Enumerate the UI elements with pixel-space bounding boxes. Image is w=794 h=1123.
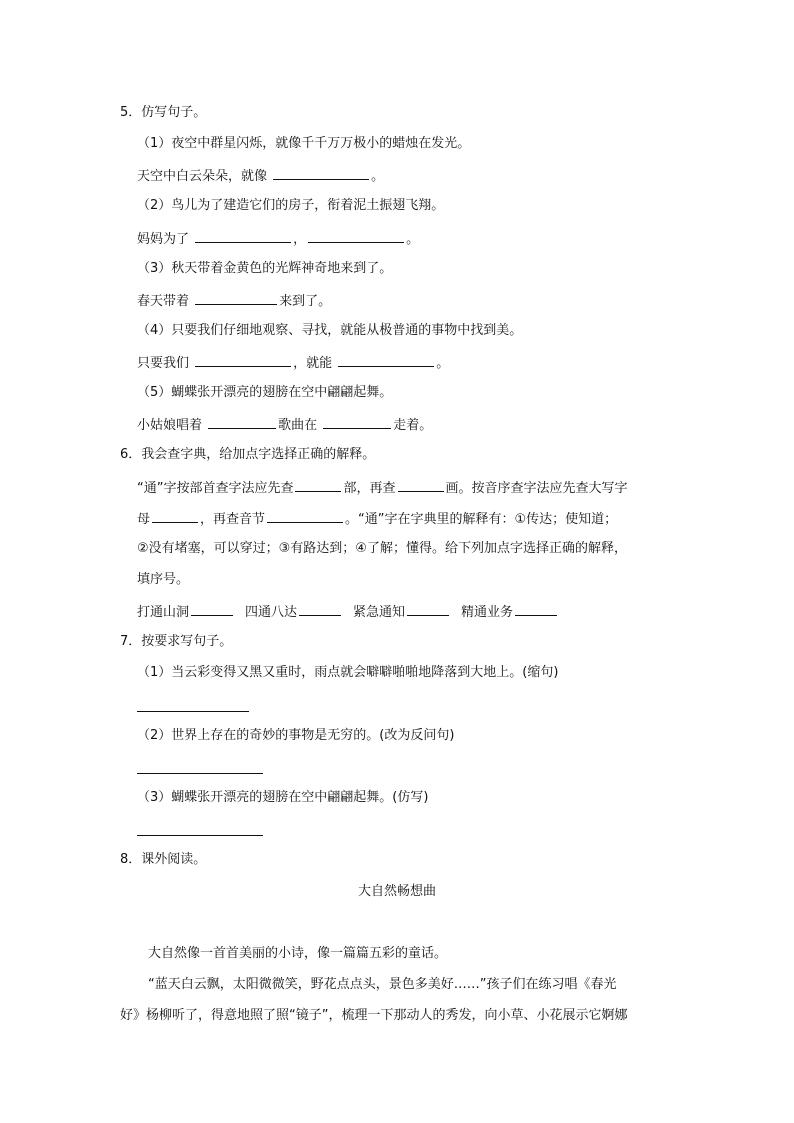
answer-blank[interactable] (195, 353, 291, 367)
q8-heading: 8．课外阅读。 (120, 852, 207, 867)
q7-item-3: （3）蝴蝶张开漂亮的翅膀在空中翩翩起舞。(仿写) (137, 790, 429, 805)
answer-blank[interactable] (273, 166, 369, 180)
answer-blank[interactable] (208, 415, 276, 429)
q5-item-2: （2）鸟儿为了建造它们的房子，衔着泥土振翅飞翔。 (137, 198, 445, 213)
answer-blank[interactable] (191, 602, 233, 616)
q5-item-4: （4）只要我们仔细地观察、寻找，就能从极普通的事物中找到美。 (137, 323, 523, 338)
q5-item-5-answer: 小姑娘唱着 歌曲在 走着。 (137, 415, 432, 435)
q6-heading: 6．我会查字典，给加点字选择正确的解释。 (120, 447, 376, 462)
q5-item-3-answer: 春天带着 来到了。 (137, 291, 331, 311)
answer-blank[interactable] (323, 415, 391, 429)
q5-item-5: （5）蝴蝶张开漂亮的翅膀在空中翩翩起舞。 (137, 385, 393, 400)
answer-blank[interactable] (195, 229, 291, 243)
passage-line-1: 大自然像一首首美丽的小诗，像一篇篇五彩的童话。 (148, 946, 448, 961)
passage-line-3: 好》杨柳听了，得意地照了照“镜子”，梳理一下那动人的秀发，向小草、小花展示它婀娜 (120, 1008, 628, 1023)
passage-title: 大自然畅想曲 (357, 884, 436, 899)
answer-blank[interactable] (398, 478, 444, 492)
q7-heading: 7．按要求写句子。 (120, 634, 233, 649)
answer-line[interactable] (137, 835, 263, 836)
q7-item-2: （2）世界上存在的奇妙的事物是无穷的。(改为反问句) (137, 728, 455, 743)
answer-blank[interactable] (515, 602, 557, 616)
q5-item-4-answer: 只要我们 ，就能 。 (137, 353, 449, 373)
answer-blank[interactable] (308, 229, 404, 243)
answer-blank[interactable] (338, 353, 434, 367)
answer-blank[interactable] (195, 291, 277, 305)
answer-blank[interactable] (299, 602, 341, 616)
passage-line-2: “蓝天白云飘，太阳微微笑，野花点点头，景色多美好……”孩子们在练习唱《春光 (148, 977, 617, 992)
q5-item-3: （3）秋天带着金黄色的光辉神奇地来到了。 (137, 261, 393, 276)
q6-line-2: 母 ，再查音节 。“通”字在字典里的解释有：①传达；使知道； (137, 509, 617, 529)
answer-blank[interactable] (407, 602, 449, 616)
answer-line[interactable] (137, 711, 249, 712)
q5-item-1-answer: 天空中白云朵朵，就像 。 (137, 166, 384, 186)
answer-blank[interactable] (295, 478, 341, 492)
answer-line[interactable] (137, 773, 263, 774)
q6-line-4: 填序号。 (137, 572, 190, 587)
q7-item-1: （1）当云彩变得又黑又重时，雨点就会噼噼啪啪地降落到大地上。(缩句) (137, 665, 559, 680)
q6-line-5: 打通山洞 四通八达 紧急通知 精通业务 (137, 602, 559, 622)
q5-item-2-answer: 妈妈为了 ， 。 (137, 229, 419, 249)
q6-line-1: “通”字按部首查字法应先查 部，再查 画。按音序查字法应先查大写字 (137, 478, 628, 498)
answer-blank[interactable] (152, 509, 198, 523)
answer-blank[interactable] (267, 509, 343, 523)
q5-item-1: （1）夜空中群星闪烁，就像千千万万极小的蜡烛在发光。 (137, 136, 471, 151)
q6-line-3: ②没有堵塞，可以穿过；③有路达到；④了解；懂得。给下列加点字选择正确的解释， (137, 541, 627, 556)
q5-heading: 5．仿写句子。 (120, 105, 207, 120)
